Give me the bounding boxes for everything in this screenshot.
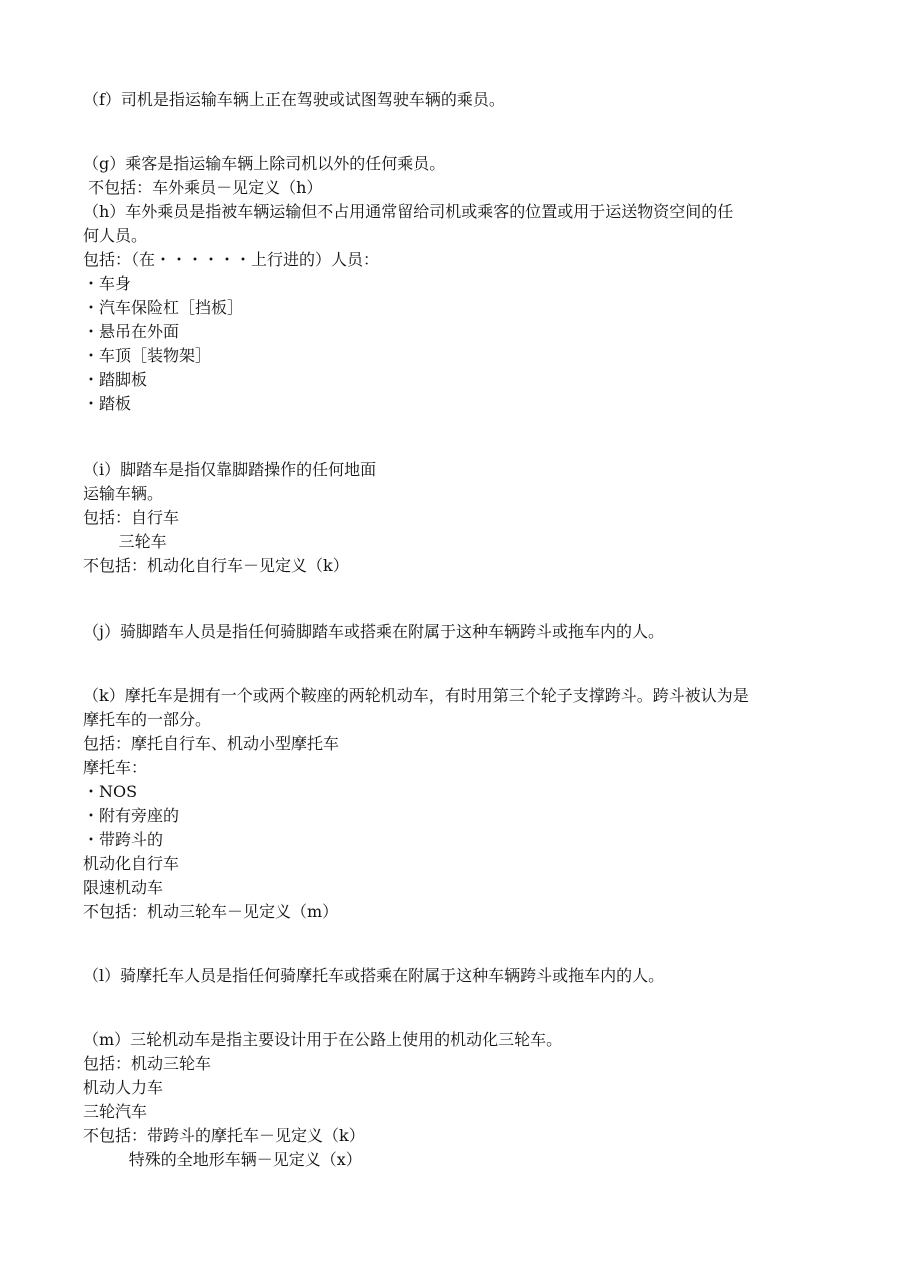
- def-l-motorcyclist: （l）骑摩托车人员是指任何骑摩托车或搭乘在附属于这种车辆跨斗或拖车内的人。: [83, 966, 665, 985]
- def-m-inclusion-item: 机动人力车: [83, 1078, 164, 1097]
- def-k-extra-item: 限速机动车: [83, 878, 164, 897]
- def-k-list-item: ・带跨斗的: [83, 830, 164, 849]
- def-m-inclusion-item: 三轮汽车: [83, 1102, 148, 1121]
- def-h-list-item: ・踏板: [83, 394, 132, 413]
- def-k-motorcycle-heading: 摩托车：: [83, 758, 148, 777]
- def-g-exclusion: 不包括：车外乘员－见定义（h）: [83, 178, 323, 197]
- def-h-list-item: ・踏脚板: [83, 370, 148, 389]
- def-h-outside-occupant: （h）车外乘员是指被车辆运输但不占用通常留给司机或乘客的位置或用于运送物资空间的任: [83, 202, 734, 221]
- def-m-exclusion: 不包括：带跨斗的摩托车－见定义（k）: [83, 1126, 365, 1145]
- def-i-pedal-cycle-cont: 运输车辆。: [83, 484, 164, 503]
- def-k-exclusion: 不包括：机动三轮车－见定义（m）: [83, 902, 339, 921]
- def-j-pedal-cyclist: （j）骑脚踏车人员是指任何骑脚踏车或搭乘在附属于这种车辆跨斗或拖车内的人。: [83, 622, 664, 641]
- def-m-exclusion-item: 特殊的全地形车辆－见定义（x）: [83, 1150, 362, 1169]
- def-i-inclusion-item: 三轮车: [83, 532, 167, 551]
- def-h-inclusion: 包括：（在・・・・・・上行进的）人员：: [83, 250, 380, 269]
- def-k-motorcycle-cont: 摩托车的一部分。: [83, 710, 212, 729]
- def-m-inclusion: 包括：机动三轮车: [83, 1054, 212, 1073]
- def-h-outside-occupant-cont: 何人员。: [83, 226, 148, 245]
- def-f-driver: （f）司机是指运输车辆上正在驾驶或试图驾驶车辆的乘员。: [83, 90, 505, 109]
- def-m-three-wheeled: （m）三轮机动车是指主要设计用于在公路上使用的机动化三轮车。: [83, 1030, 563, 1049]
- def-h-list-item: ・汽车保险杠［挡板］: [83, 298, 244, 317]
- def-k-list-item: ・NOS: [83, 782, 138, 801]
- def-k-motorcycle: （k）摩托车是拥有一个或两个鞍座的两轮机动车，有时用第三个轮子支撑跨斗。跨斗被认为是: [83, 686, 749, 705]
- def-h-list-item: ・车顶［装物架］: [83, 346, 212, 365]
- def-h-list-item: ・车身: [83, 274, 132, 293]
- def-h-list-item: ・悬吊在外面: [83, 322, 180, 341]
- def-i-exclusion: 不包括：机动化自行车－见定义（k）: [83, 556, 349, 575]
- def-k-inclusion: 包括：摩托自行车、机动小型摩托车: [83, 734, 340, 753]
- def-i-inclusion: 包括：自行车: [83, 508, 180, 527]
- def-i-pedal-cycle: （i）脚踏车是指仅靠脚踏操作的任何地面: [83, 460, 377, 479]
- def-k-list-item: ・附有旁座的: [83, 806, 180, 825]
- def-g-passenger: （g）乘客是指运输车辆上除司机以外的任何乘员。: [83, 154, 446, 173]
- def-k-extra-item: 机动化自行车: [83, 854, 180, 873]
